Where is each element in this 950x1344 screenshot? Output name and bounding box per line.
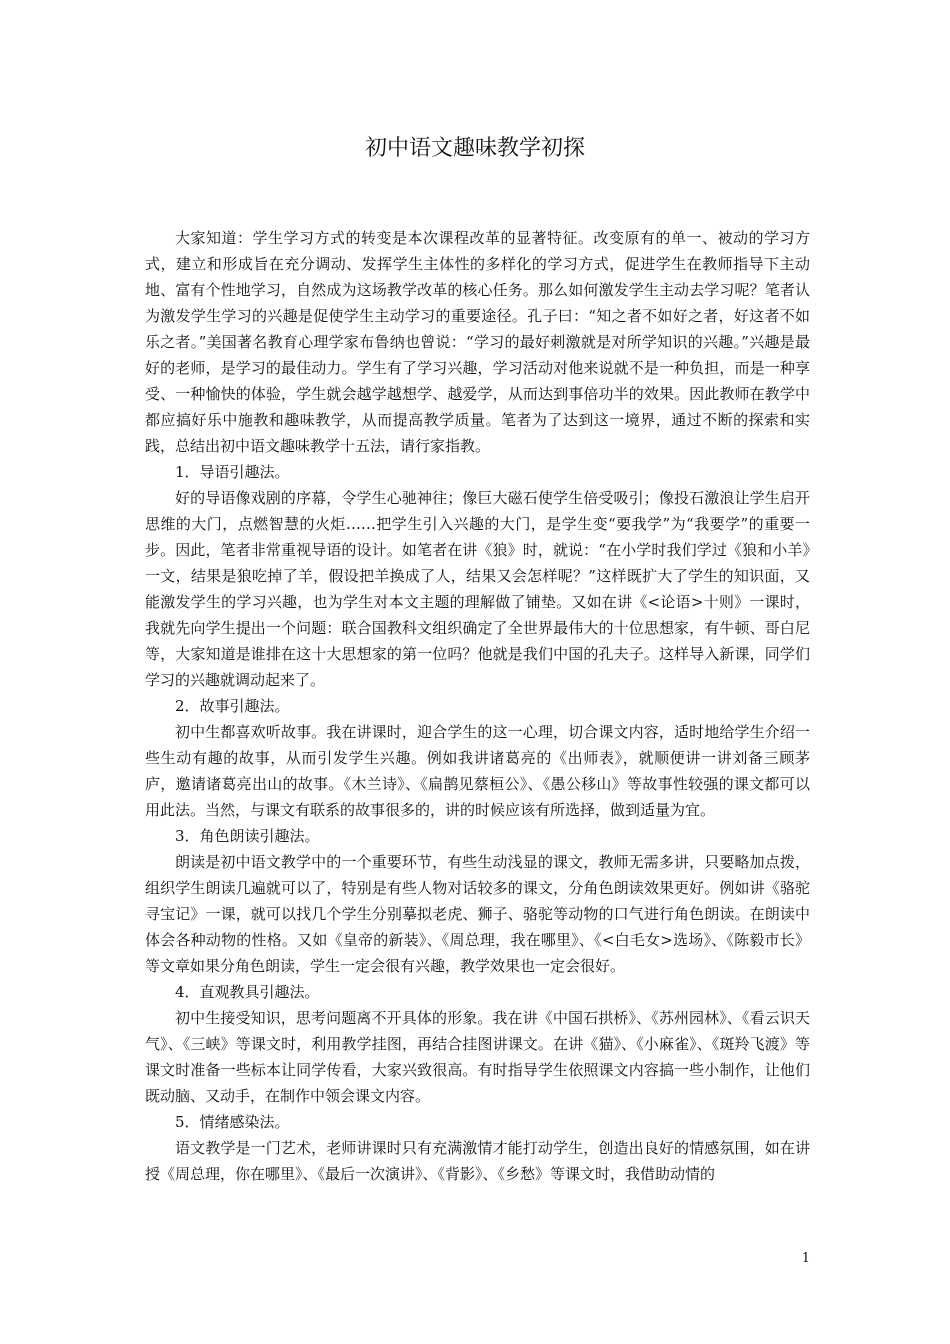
page-number: 1	[801, 1251, 810, 1266]
section-text-4: 初中生接受知识，思考问题离不开具体的形象。我在讲《中国石拱桥》、《苏州园林》、《看云识天气》、《三峡》等课文时，利用教学挂图，再结合挂图讲课文。在讲《猫》、《小麻雀》、《斑羚飞渡》等课文时准备一些标本让同学传看，大家兴致很高。有时指导学生依照课文内容搞一些小制作，让他们既动脑、又动手，在制作中领会课文内容。	[145, 1009, 810, 1105]
document-body	[145, 225, 810, 1187]
document-title: 初中语文趣味教学初探	[364, 136, 585, 161]
intro-paragraph: 大家知道：学生学习方式的转变是本次课程改革的显著特征。改变原有的单一、被动的学习方式，建立和形成旨在充分调动、发挥学生主体性的多样化的学习方式，促进学生在教师指导下主动地、富有个性地学习，自然成为这场教学改革的核心任务。那么如何激发学生主动去学习呢？笔者认为激发学生学习的兴趣是促使学生主动学习的重要途径。孔子曰：“知之者不如好之者，好这者不如乐之者。”美国著名教育心理学家布鲁纳也曾说：“学习的最好刺激就是对所学知识的兴趣。”兴趣是最好的老师，是学习的最佳动力。学生有了学习兴趣，学习活动对他来说就不是一种负担，而是一种享受、一种愉快的体验，学生就会越学越想学、越爱学，从而达到事倍功半的效果。因此教师在教学中都应搞好乐中施教和趣味教学，从而提高教学质量。笔者为了达到这一境界，通过不断的探索和实践，总结出初中语文趣味教学十五法，请行家指教。	[145, 229, 810, 455]
section-text-5: 语文教学是一门艺术，老师讲课时只有充满激情才能打动学生，创造出良好的情感氛围，如在讲授《周总理，你在哪里》、《最后一次演讲》、《背影》、《乡愁》等课文时，我借助动情的	[145, 1139, 810, 1183]
section-heading-1: 1．导语引趣法。	[175, 463, 290, 481]
section-text-1: 好的导语像戏剧的序幕，令学生心驰神往；像巨大磁石使学生倍受吸引；像投石激浪让学生启开思维的大门，点燃智慧的火炬……把学生引入兴趣的大门，是学生变“要我学”为“我要学”的重要一步。因此，笔者非常重视导语的设计。如笔者在讲《狼》时，就说：“在小学时我们学过《狼和小羊》一文，结果是狼吃掉了羊，假设把羊换成了人，结果又会怎样呢？”这样既扩大了学生的知识面，又能激发学生的学习兴趣，也为学生对本文主题的理解做了铺垫。又如在讲《<论语>十则》一课时，我就先向学生提出一个问题：联合国教科文组织确定了全世界最伟大的十位思想家，有牛顿、哥白尼等，大家知道是谁排在这十大思想家的第一位吗？他就是我们中国的孔夫子。这样导入新课，同学们学习的兴趣就调动起来了。	[145, 489, 810, 689]
section-heading-3: 3．角色朗读引趣法。	[175, 827, 320, 845]
section-heading-5: 5．情绪感染法。	[175, 1113, 290, 1131]
section-heading-4: 4．直观教具引趣法。	[175, 983, 320, 1001]
section-text-2: 初中生都喜欢听故事。我在讲课时，迎合学生的这一心理，切合课文内容，适时地给学生介绍一些生动有趣的故事，从而引发学生兴趣。例如我讲诸葛亮的《出师表》，就顺便讲一讲刘备三顾茅庐，邀请诸葛亮出山的故事。《木兰诗》、《扁鹊见蔡桓公》、《愚公移山》等故事性较强的课文都可以用此法。当然，与课文有联系的故事很多的，讲的时候应该有所选择，做到适量为宜。	[145, 723, 810, 819]
section-text-3: 朗读是初中语文教学中的一个重要环节，有些生动浅显的课文，教师无需多讲，只要略加点拨，组织学生朗读几遍就可以了，特别是有些人物对话较多的课文，分角色朗读效果更好。例如讲《骆驼寻宝记》一课，就可以找几个学生分别摹拟老虎、狮子、骆驼等动物的口气进行角色朗读。在朗读中体会各种动物的性格。又如《皇帝的新装》、《周总理，我在哪里》、《<白毛女>选场》、《陈毅市长》等文章如果分角色朗读，学生一定会很有兴趣，教学效果也一定会很好。	[145, 853, 810, 975]
section-heading-2: 2．故事引趣法。	[175, 697, 290, 715]
